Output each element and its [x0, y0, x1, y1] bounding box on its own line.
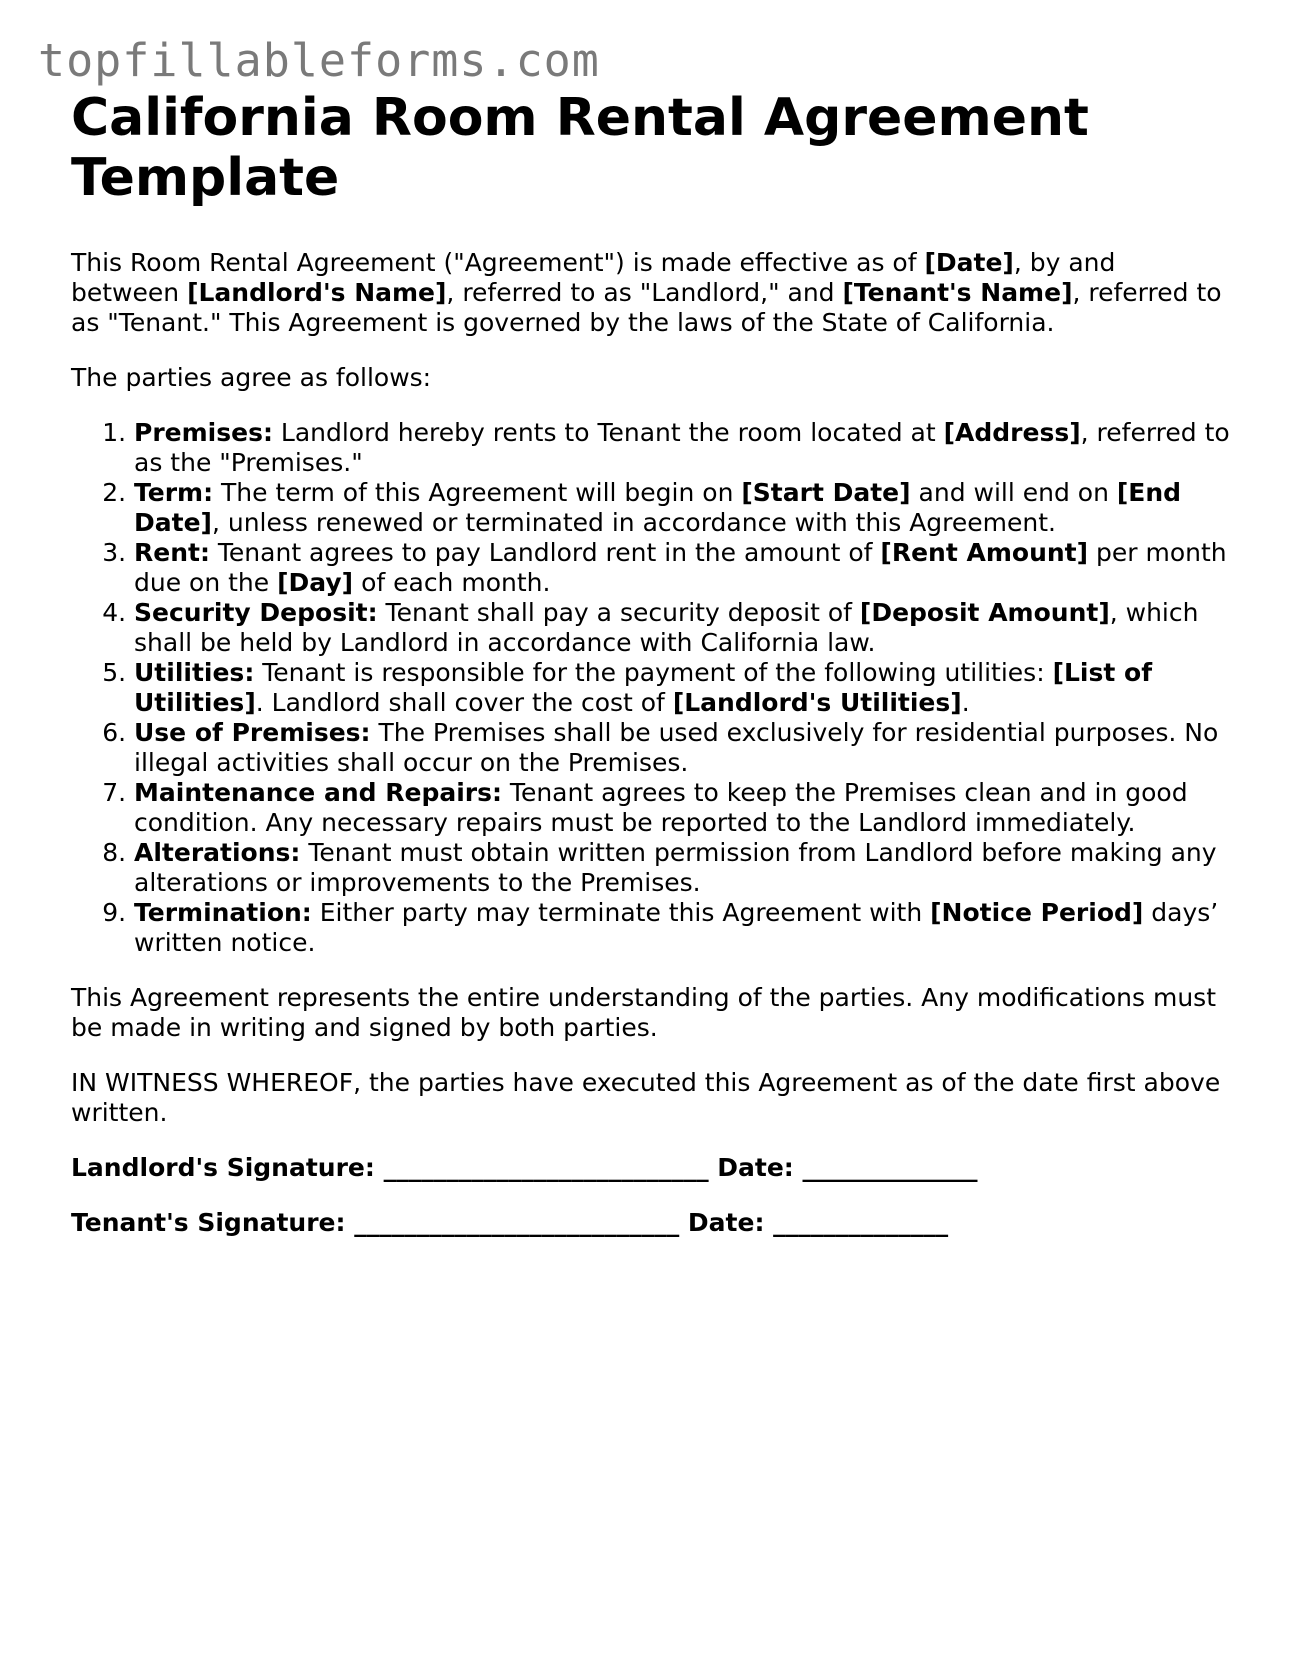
lead-paragraph: The parties agree as follows:	[71, 363, 432, 392]
witness-paragraph: IN WITNESS WHEREOF, the parties have executed this Agreement as of the date first above written.	[71, 1068, 1221, 1127]
term-item-rent	[134, 538, 1231, 598]
rent-amount-placeholder: [Rent Amount]	[880, 538, 1089, 567]
term-heading: Rent:	[134, 538, 210, 567]
term-item-maintenance	[134, 778, 1231, 838]
term-item-alterations	[134, 838, 1231, 898]
term-text: The term of this Agreement will begin on	[213, 478, 742, 507]
term-heading: Maintenance and Repairs:	[134, 778, 502, 807]
intro-text: , referred to as "Landlord," and	[446, 278, 843, 307]
term-text: and will end on	[910, 478, 1117, 507]
deposit-amount-placeholder: [Deposit Amount]	[859, 598, 1110, 627]
intro-text: This Room Rental Agreement ("Agreement") is made effective as of	[71, 248, 925, 277]
watermark: topfillableforms.com	[38, 34, 600, 87]
document-page	[71, 88, 1231, 1238]
term-text: Tenant shall pay a security deposit of	[377, 598, 860, 627]
term-text: days’ written notice.	[134, 898, 1219, 957]
landlord-name-placeholder: [Landlord's Name]	[187, 278, 447, 307]
notice-period-placeholder: [Notice Period]	[930, 898, 1144, 927]
term-text: Landlord hereby rents to Tenant the room located at	[272, 418, 944, 447]
term-text: The Premises shall be used exclusively for residential purposes. No illegal activities shall occur on the Premises.	[134, 718, 1219, 777]
term-heading: Use of Premises:	[134, 718, 371, 747]
day-placeholder: [Day]	[277, 568, 354, 597]
term-text: Either party may terminate this Agreement with	[311, 898, 931, 927]
term-text: Tenant is responsible for the payment of the following utilities:	[254, 658, 1053, 687]
closing-paragraph: This Agreement represents the entire understanding of the parties. Any modifications must be made in writing and signed by both parties.	[71, 983, 1217, 1042]
intro-text: , referred to as "Tenant." This Agreement is governed by the laws of the State of California.	[71, 278, 1222, 337]
landlord-signature-line: Landlord's Signature: __________________________ Date: ______________	[71, 1153, 978, 1182]
utilities-list-placeholder: [List of Utilities]	[134, 658, 1153, 717]
term-text: . Landlord shall cover the cost of	[255, 688, 673, 717]
term-text: , unless renewed or terminated in accordance with this Agreement.	[211, 508, 1056, 537]
term-text: of each month.	[353, 568, 551, 597]
term-heading: Security Deposit:	[134, 598, 378, 627]
term-item-premises	[134, 418, 1231, 478]
term-heading: Term:	[134, 478, 214, 507]
address-placeholder: [Address]	[943, 418, 1081, 447]
term-item-use-of-premises	[134, 718, 1231, 778]
term-text: .	[961, 688, 970, 717]
term-item-utilities	[134, 658, 1231, 718]
term-text: per month due on the	[134, 538, 1227, 597]
term-item-term	[134, 478, 1231, 538]
terms-list	[71, 418, 1231, 958]
term-heading: Premises:	[134, 418, 273, 447]
start-date-placeholder: [Start Date]	[741, 478, 911, 507]
term-heading: Alterations:	[134, 838, 301, 867]
term-item-termination	[134, 898, 1231, 958]
term-text: , which shall be held by Landlord in accordance with California law.	[134, 598, 1199, 657]
tenant-signature-line: Tenant's Signature: __________________________ Date: ______________	[71, 1208, 949, 1237]
term-text: , referred to as the "Premises."	[134, 418, 1230, 477]
intro-text: , by and between	[71, 248, 1116, 307]
document-body	[71, 248, 1231, 1238]
term-text: Tenant agrees to keep the Premises clean and in good condition. Any necessary repairs must be reported to the Landlord immediately.	[134, 778, 1188, 837]
date-placeholder: [Date]	[924, 248, 1014, 277]
landlord-utilities-placeholder: [Landlord's Utilities]	[672, 688, 962, 717]
term-text: Tenant must obtain written permission from Landlord before making any alterations or improvements to the Premises.	[134, 838, 1217, 897]
intro-paragraph	[71, 248, 1231, 338]
end-date-placeholder: [End Date]	[134, 478, 1182, 537]
term-heading: Utilities:	[134, 658, 255, 687]
tenant-name-placeholder: [Tenant's Name]	[842, 278, 1073, 307]
term-heading: Termination:	[134, 898, 312, 927]
document-title: California Room Rental Agreement Template	[71, 88, 1089, 208]
term-text: Tenant agrees to pay Landlord rent in the amount of	[209, 538, 881, 567]
term-item-security-deposit	[134, 598, 1231, 658]
